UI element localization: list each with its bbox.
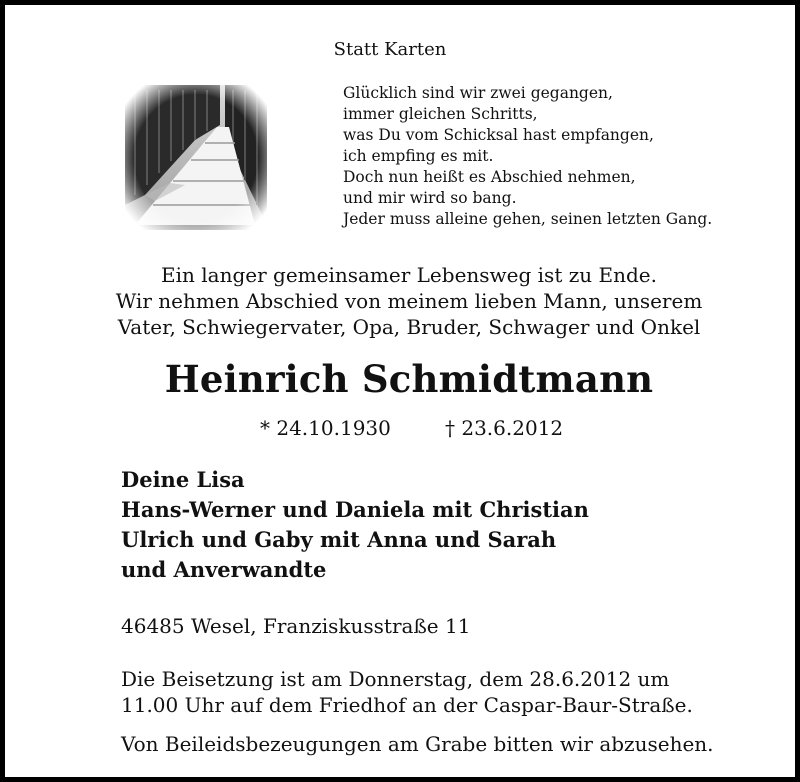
poem-line: ich empfing es mit. <box>343 147 494 165</box>
poem-line: Glücklich sind wir zwei gegangen, <box>343 84 613 102</box>
poem-line: Jeder muss alleine gehen, seinen letzten Gang. <box>343 210 713 228</box>
family-member: Ulrich und Gaby mit Anna und Sarah <box>121 527 557 552</box>
family-member: Deine Lisa <box>121 467 245 492</box>
intro-line: Ein langer gemeinsamer Lebensweg ist zu Ende. <box>161 263 657 287</box>
family-member: und Anverwandte <box>121 557 327 582</box>
intro-line: Vater, Schwiegervater, Opa, Bruder, Schwager und Onkel <box>117 315 701 339</box>
death-date: † 23.6.2012 <box>445 416 564 440</box>
funeral-info <box>121 666 693 718</box>
poem-line: was Du vom Schicksal hast empfangen, <box>343 126 654 144</box>
family-list <box>121 465 589 585</box>
family-member: Hans-Werner und Daniela mit Christian <box>121 497 589 522</box>
funeral-line: Die Beisetzung ist am Donnerstag, dem 28.6.2012 um <box>121 667 670 691</box>
poem-line: Doch nun heißt es Abschied nehmen, <box>343 168 636 186</box>
birth-date: * 24.10.1930 <box>260 416 391 440</box>
header-text: Statt Karten <box>333 39 447 60</box>
condolence-note: Von Beileidsbezeugungen am Grabe bitten wir abzusehen. <box>121 732 714 756</box>
deceased-name: Heinrich Schmidtmann <box>164 357 654 401</box>
intro-text <box>5 262 800 340</box>
address: 46485 Wesel, Franziskusstraße 11 <box>121 614 471 638</box>
poem-line: immer gleichen Schritts, <box>343 105 538 123</box>
garden-path-photo-icon <box>125 85 267 230</box>
poem-line: und mir wird so bang. <box>343 189 517 207</box>
funeral-line: 11.00 Uhr auf dem Friedhof an der Caspar-Baur-Straße. <box>121 693 693 717</box>
intro-line: Wir nehmen Abschied von meinem lieben Mann, unserem <box>115 289 703 313</box>
poem <box>343 83 712 230</box>
